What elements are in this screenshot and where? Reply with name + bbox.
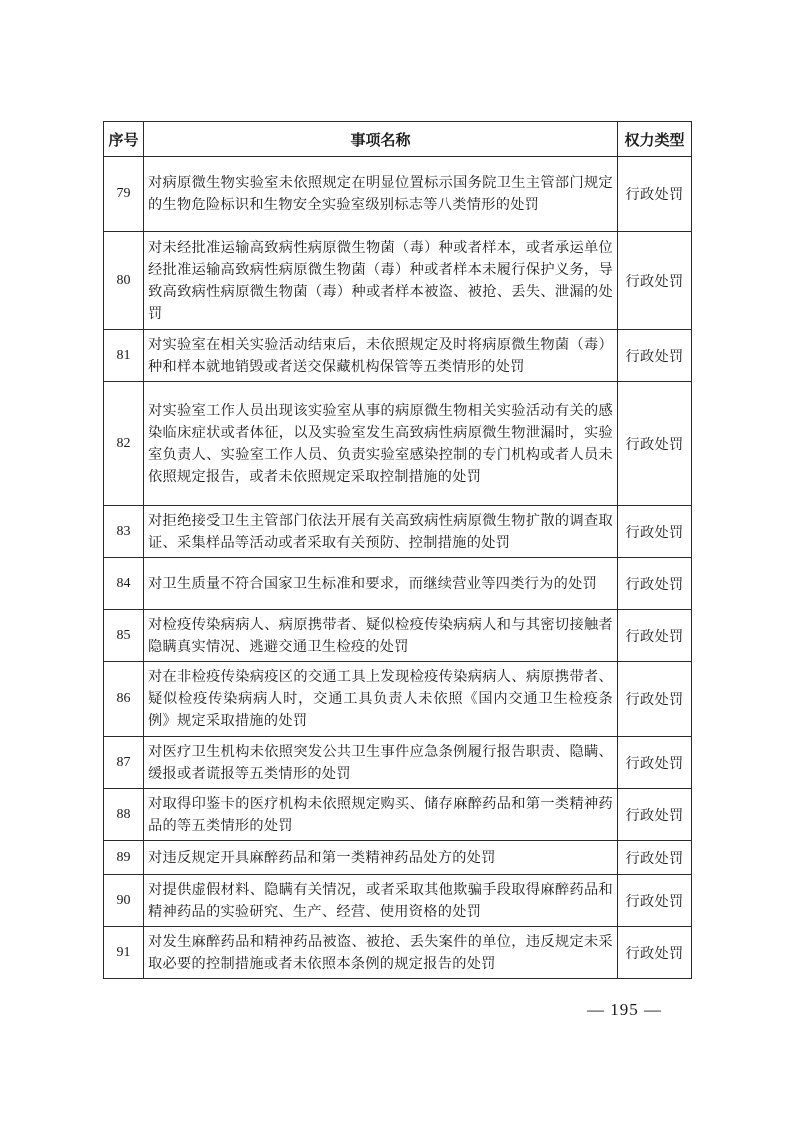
row-serial-number: 88 [104, 789, 144, 841]
row-serial-number: 86 [104, 662, 144, 737]
row-item-name: 对卫生质量不符合国家卫生标准和要求，而继续营业等四类行为的处罚 [144, 558, 618, 610]
table-row [104, 330, 692, 382]
row-power-type: 行政处罚 [618, 789, 692, 841]
header-item-name: 事项名称 [144, 122, 618, 157]
row-item-name: 对实验室在相关实验活动结束后，未依照规定及时将病原微生物菌（毒）种和样本就地销毁或者送交保藏机构保管等五类情形的处罚 [144, 330, 618, 382]
row-serial-number: 91 [104, 927, 144, 979]
row-serial-number: 84 [104, 558, 144, 610]
table-row [104, 789, 692, 841]
row-power-type: 行政处罚 [618, 157, 692, 232]
row-power-type: 行政处罚 [618, 330, 692, 382]
row-serial-number: 80 [104, 232, 144, 330]
row-item-name: 对取得印鉴卡的医疗机构未依照规定购买、储存麻醉药品和第一类精神药品的等五类情形的处罚 [144, 789, 618, 841]
row-serial-number: 83 [104, 506, 144, 558]
row-serial-number: 85 [104, 610, 144, 662]
table-row [104, 841, 692, 875]
page-number: — 195 — [587, 1000, 662, 1019]
header-power-type: 权力类型 [618, 122, 692, 157]
header-serial-number: 序号 [104, 122, 144, 157]
row-item-name: 对实验室工作人员出现该实验室从事的病原微生物相关实验活动有关的感染临床症状或者体征，以及实验室发生高致病性病原微生物泄漏时，实验室负责人、实验室工作人员、负责实验室感染控制的专门机构或者人员未依照规定报告，或者未依照规定采取控制措施的处罚 [144, 382, 618, 506]
row-serial-number: 89 [104, 841, 144, 875]
row-power-type: 行政处罚 [618, 875, 692, 927]
row-serial-number: 87 [104, 737, 144, 789]
row-power-type: 行政处罚 [618, 662, 692, 737]
table-row [104, 875, 692, 927]
row-serial-number: 81 [104, 330, 144, 382]
row-power-type: 行政处罚 [618, 610, 692, 662]
table-row [104, 558, 692, 610]
table-row [104, 737, 692, 789]
row-item-name: 对病原微生物实验室未依照规定在明显位置标示国务院卫生主管部门规定的生物危险标识和生物安全实验室级别标志等八类情形的处罚 [144, 157, 618, 232]
row-item-name: 对发生麻醉药品和精神药品被盗、被抢、丢失案件的单位，违反规定未采取必要的控制措施或者未依照本条例的规定报告的处罚 [144, 927, 618, 979]
row-power-type: 行政处罚 [618, 841, 692, 875]
table-body [104, 157, 692, 979]
table-row [104, 157, 692, 232]
row-item-name: 对未经批准运输高致病性病原微生物菌（毒）种或者样本，或者承运单位经批准运输高致病性病原微生物菌（毒）种或者样本未履行保护义务，导致高致病性病原微生物菌（毒）种或者样本被盗、被抢、丢失、泄漏的处罚 [144, 232, 618, 330]
table-header [104, 122, 692, 157]
table-row [104, 382, 692, 506]
row-power-type: 行政处罚 [618, 232, 692, 330]
row-item-name: 对提供虚假材料、隐瞒有关情况，或者采取其他欺骗手段取得麻醉药品和精神药品的实验研究、生产、经营、使用资格的处罚 [144, 875, 618, 927]
row-item-name: 对检疫传染病病人、病原携带者、疑似检疫传染病病人和与其密切接触者隐瞒真实情况、逃避交通卫生检疫的处罚 [144, 610, 618, 662]
row-item-name: 对医疗卫生机构未依照突发公共卫生事件应急条例履行报告职责、隐瞒、缓报或者谎报等五类情形的处罚 [144, 737, 618, 789]
table-row [104, 232, 692, 330]
row-power-type: 行政处罚 [618, 927, 692, 979]
row-item-name: 对违反规定开具麻醉药品和第一类精神药品处方的处罚 [144, 841, 618, 875]
row-power-type: 行政处罚 [618, 737, 692, 789]
row-power-type: 行政处罚 [618, 506, 692, 558]
row-serial-number: 82 [104, 382, 144, 506]
table-row [104, 927, 692, 979]
row-serial-number: 90 [104, 875, 144, 927]
row-item-name: 对拒绝接受卫生主管部门依法开展有关高致病性病原微生物扩散的调查取证、采集样品等活动或者采取有关预防、控制措施的处罚 [144, 506, 618, 558]
header-row [104, 122, 692, 157]
table-row [104, 506, 692, 558]
row-power-type: 行政处罚 [618, 382, 692, 506]
row-power-type: 行政处罚 [618, 558, 692, 610]
table-row [104, 662, 692, 737]
table-row [104, 610, 692, 662]
row-serial-number: 79 [104, 157, 144, 232]
row-item-name: 对在非检疫传染病疫区的交通工具上发现检疫传染病病人、病原携带者、疑似检疫传染病病人时，交通工具负责人未依照《国内交通卫生检疫条例》规定采取措施的处罚 [144, 662, 618, 737]
power-list-table [103, 121, 692, 979]
